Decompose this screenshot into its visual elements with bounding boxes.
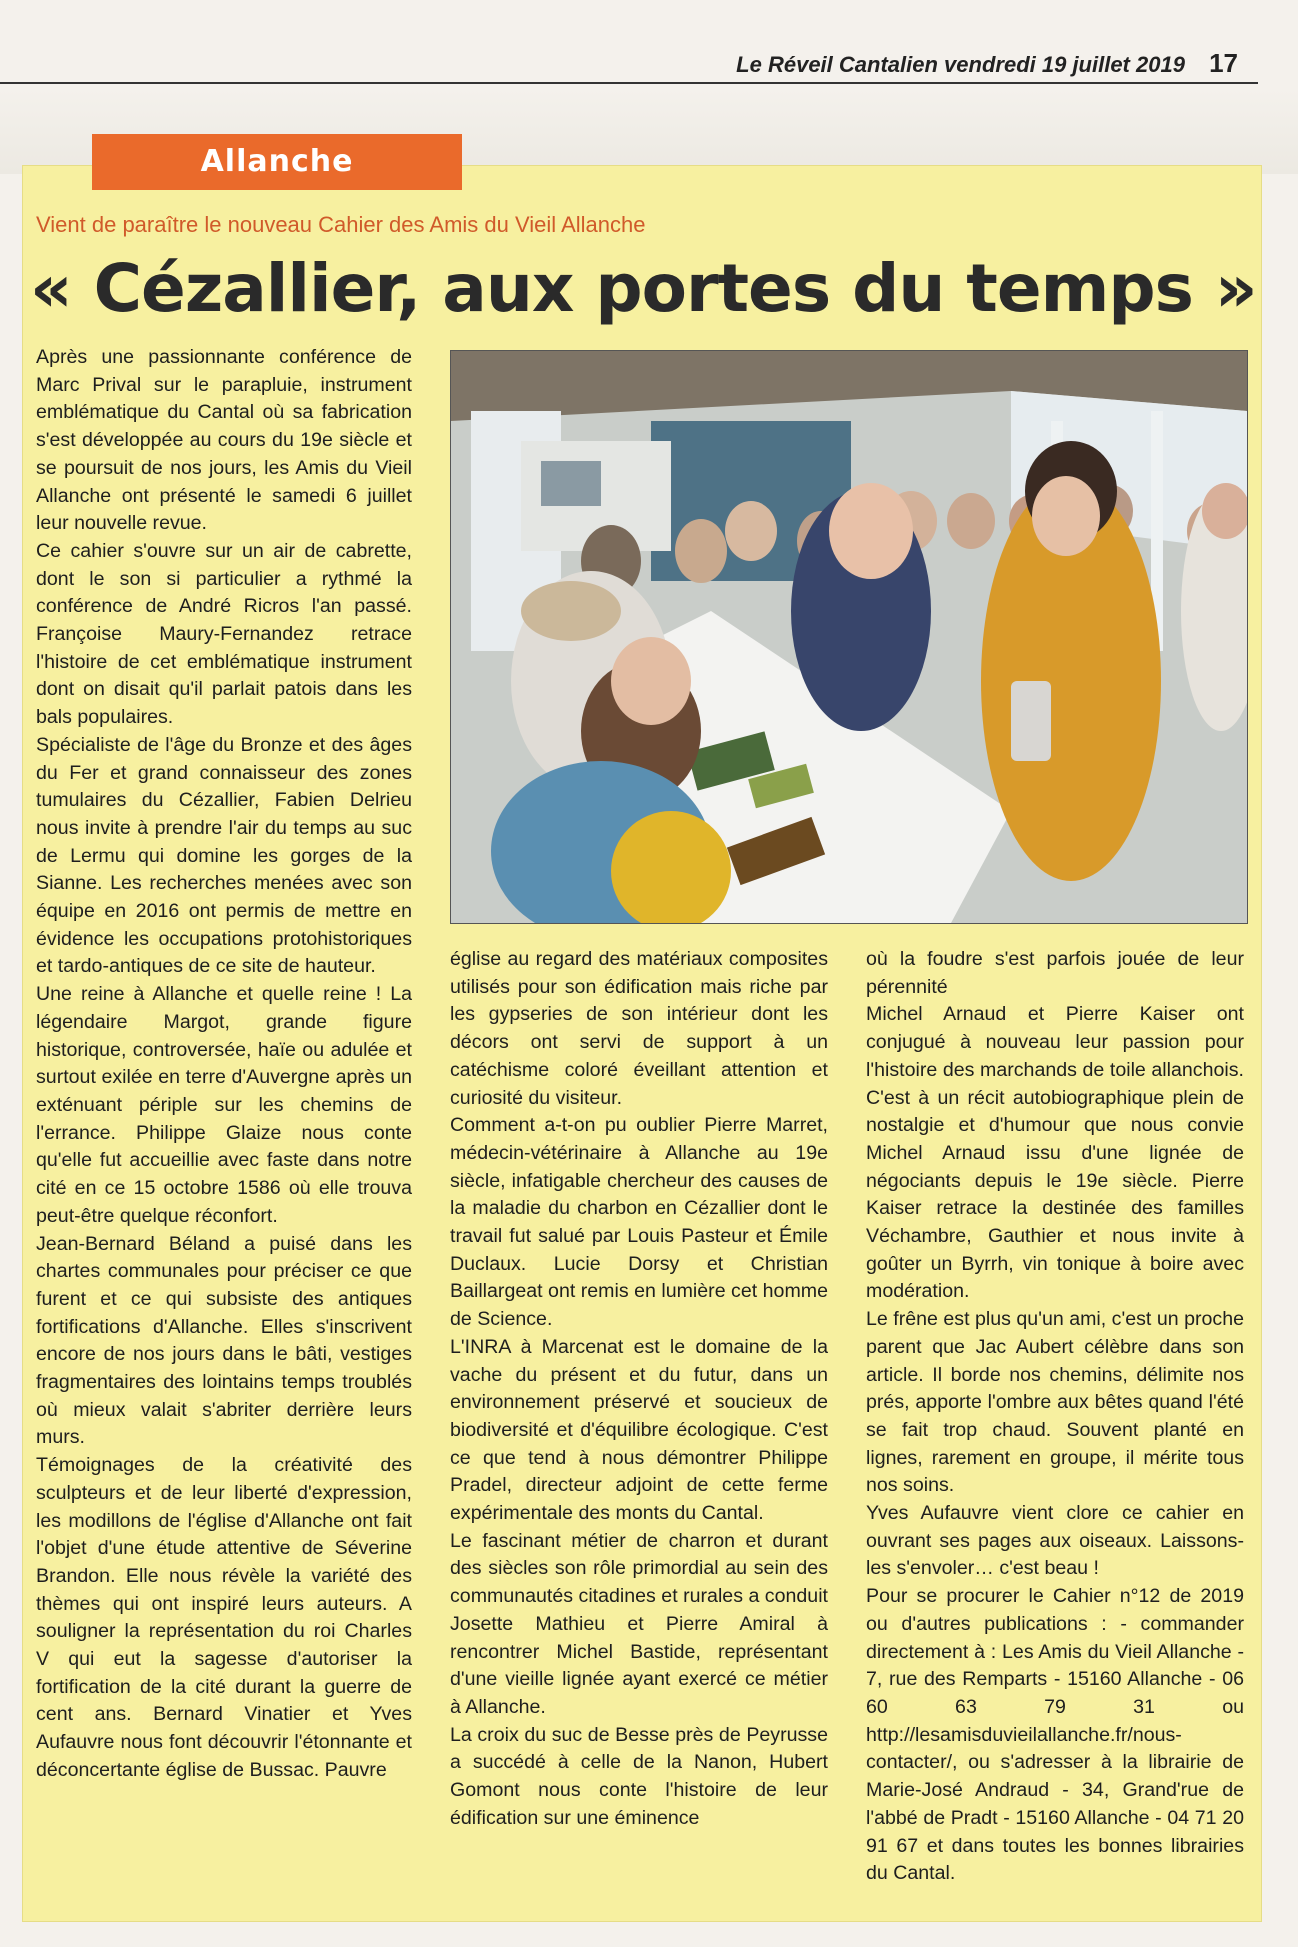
paragraph: Le fascinant métier de charron et durant des siècles son rôle primordial au sein des communautés citadines et rurales a conduit Josette Mathieu et Pierre Amiral à rencontrer Michel Bastide, représentant d'une vieille lignée ayant exercé ce métier à Allanche. — [450, 1529, 828, 1718]
paragraph: où la foudre s'est parfois jouée de leur pérennité — [866, 948, 1244, 998]
paragraph: Jean-Bernard Béland a puisé dans les chartes communales pour préciser ce que furent et ce qui subsiste des antiques fortifications d'Allanche. Elles s'inscrivent encore de nos jours dans le bâti, vestiges fragmentaires des lointains temps troublés où mieux valait s'abriter derrière leurs murs. — [36, 1232, 412, 1449]
paragraph: Une reine à Allanche et quelle reine ! La légendaire Margot, grande figure historique, controversée, haïe ou adulée et surtout exilée en terre d'Auvergne après un exténuant périple sur les chemins de l'errance. Philippe Glaize nous conte qu'elle fut accueillie avec faste dans notre cité en ce 15 octobre 1586 où elle trouva peut-être quelque réconfort. — [36, 983, 412, 1227]
paragraph: Témoignages de la créativité des sculpteurs et de leur liberté d'expression, les modillons de l'église d'Allanche ont fait l'objet d'une étude attentive de Séverine Brandon. Elle nous révèle la variété des thèmes qui ont inspiré leurs auteurs. A souligner la représentation du roi Charles V qui eut la sagesse d'autoriser la fortification de la cité durant la guerre de cent ans. Bernard Vinatier et Yves Aufauvre nous font découvrir l'étonnante et déconcertante église de Bussac. Pauvre — [36, 1454, 412, 1781]
article-photo — [450, 350, 1248, 924]
paragraph: Yves Aufauvre vient clore ce cahier en ouvrant ses pages aux oiseaux. Laissons-les s'envoler… c'est beau ! — [866, 1502, 1244, 1580]
paragraph: La croix du suc de Besse près de Peyrusse a succédé à celle de la Nanon, Hubert Gomont nous conte l'histoire de leur édification sur une éminence — [450, 1723, 828, 1829]
publication-date: vendredi 19 juillet 2019 — [944, 52, 1185, 77]
paragraph: Le frêne est plus qu'un ami, c'est un proche parent que Jac Aubert célèbre dans son article. Il borde nos chemins, délimite nos prés, apporte l'ombre aux bêtes quand l'été se fait trop chaud. Souvent planté en lignes, rarement en groupe, il mérite tous nos soins. — [866, 1308, 1244, 1497]
article-kicker: Vient de paraître le nouveau Cahier des Amis du Vieil Allanche — [36, 212, 646, 237]
paragraph: Pour se procurer le Cahier n°12 de 2019 ou d'autres publications : - commander directement à : Les Amis du Vieil Allanche - 7, rue des Remparts - 15160 Allanche - 06 60 63 79 31 ou http://lesamisduvieilallanche.fr/nous-contacter/, ou s'adresser à la librairie de Marie-José Andraud - 34, Grand'rue de l'abbé de Pradt - 15160 Allanche - 04 71 20 91 67 et dans toutes les bonnes librairies du Cantal. — [866, 1585, 1244, 1885]
paragraph: L'INRA à Marcenat est le domaine de la vache du présent et du futur, dans un environnement préservé et soucieux de biodiversité et d'équilibre écologique. C'est ce que tend à nous démontrer Philippe Pradel, directeur adjoint de cette ferme expérimentale des monts du Cantal. — [450, 1335, 828, 1525]
text-column-2 — [450, 946, 828, 1833]
paragraph: Comment a-t-on pu oublier Pierre Marret, médecin-vétérinaire à Allanche au 19e siècle, infatigable chercheur des causes de la maladie du charbon en Cézallier dont le travail fut salué par Louis Pasteur et Émile Duclaux. Lucie Dorsy et Christian Baillargeat ont remis en lumière cet homme de Science. — [450, 1114, 828, 1331]
text-column-3 — [866, 946, 1244, 1888]
paragraph: Ce cahier s'ouvre sur un air de cabrette, dont le son si particulier a rythmé la conférence de André Ricros l'an passé. Françoise Maury-Fernandez retrace l'histoire de cet emblématique instrument dont on disait qu'il parlait patois dans les bals populaires. — [36, 539, 412, 729]
photo-illustration — [451, 351, 1247, 923]
article-headline: « Cézallier, aux portes du temps » — [30, 250, 1257, 327]
page-number: 17 — [1209, 48, 1238, 78]
paragraph: Michel Arnaud et Pierre Kaiser ont conjugué à nouveau leur passion pour l'histoire des marchands de toile allanchois. C'est à un récit autobiographique plein de nostalgie et d'humour que nous convie Michel Arnaud issu d'une lignée de négociants depuis le 19e siècle. Pierre Kaiser retrace la destinée des familles Véchambre, Gauthier et nous invite à goûter un Byrrh, vin tonique à boire avec modération. — [866, 1003, 1244, 1303]
paragraph: Après une passionnante conférence de Marc Prival sur le parapluie, instrument emblématique du Cantal où sa fabrication s'est développée au cours du 19e siècle et se poursuit de nos jours, les Amis du Vieil Allanche ont présenté le samedi 6 juillet leur nouvelle revue. — [36, 346, 412, 535]
masthead-rule — [0, 82, 1258, 84]
publication-name: Le Réveil Cantalien — [736, 52, 938, 77]
masthead — [0, 0, 1298, 84]
paragraph: Spécialiste de l'âge du Bronze et des âges du Fer et grand connaisseur des zones tumulaires du Cézallier, Fabien Delrieu nous invite à prendre l'air du temps au suc de Lermu qui domine les gorges de la Sianne. Les recherches menées avec son équipe en 2016 ont permis de mettre en évidence les occupations protohistoriques et tardo-antiques de ce site de hauteur. — [36, 733, 412, 978]
text-column-1 — [36, 344, 412, 1785]
paragraph: église au regard des matériaux composites utilisés pour son édification mais riche par les gypseries de son intérieur dont les décors ont servi de support à un catéchisme coloré éveillant attention et curiosité du visiteur. — [450, 948, 828, 1109]
masthead-info — [736, 48, 1238, 79]
section-tag: Allanche — [92, 134, 462, 190]
